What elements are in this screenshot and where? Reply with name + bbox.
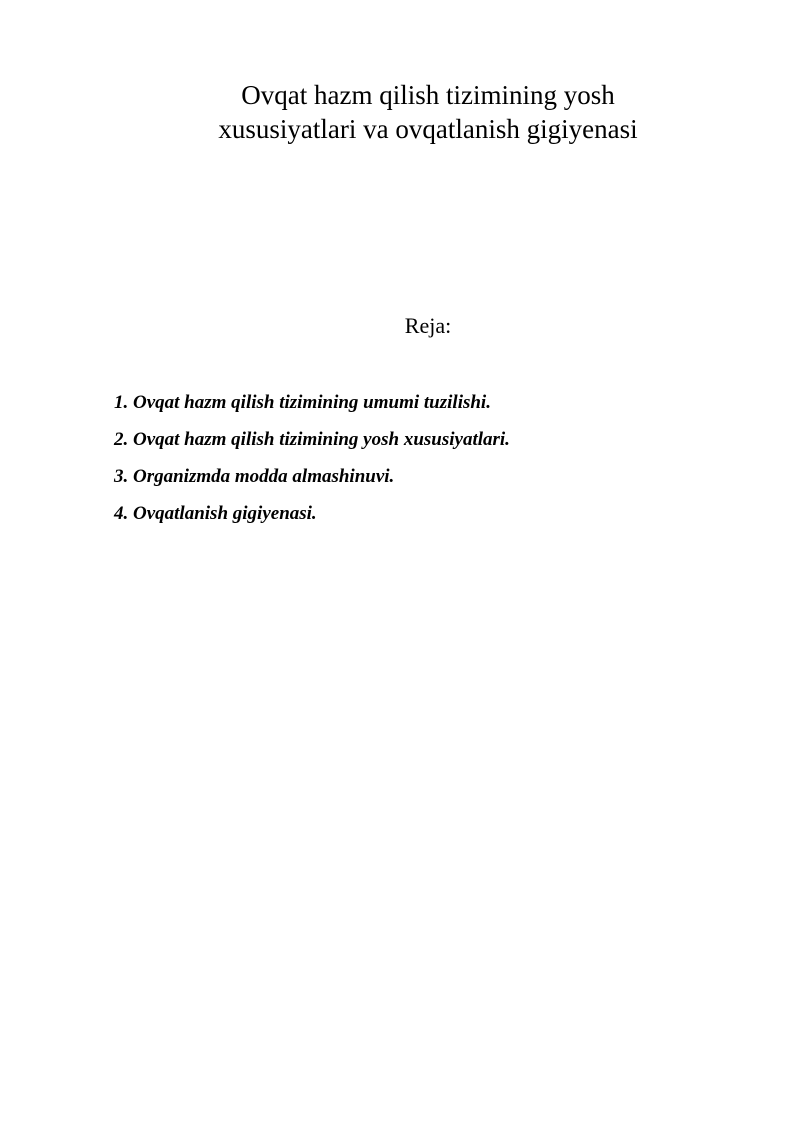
document-title [180, 78, 676, 146]
plan-item-4: 4. Ovqatlanish gigiyenasi. [114, 503, 317, 524]
document-title-line-2: xususiyatlari va ovqatlanish gigiyenasi [218, 114, 638, 144]
plan-item-3: 3. Organizmda modda almashinuvi. [114, 466, 395, 487]
document-title-line-1: Ovqat hazm qilish tizimining yosh [241, 80, 615, 110]
plan-item-2: 2. Ovqat hazm qilish tizimining yosh xususiyatlari. [114, 429, 510, 450]
plan-item-1: 1. Ovqat hazm qilish tizimining umumi tuzilishi. [114, 392, 491, 413]
plan-heading: Reja: [404, 313, 452, 338]
plan-list [114, 390, 714, 538]
